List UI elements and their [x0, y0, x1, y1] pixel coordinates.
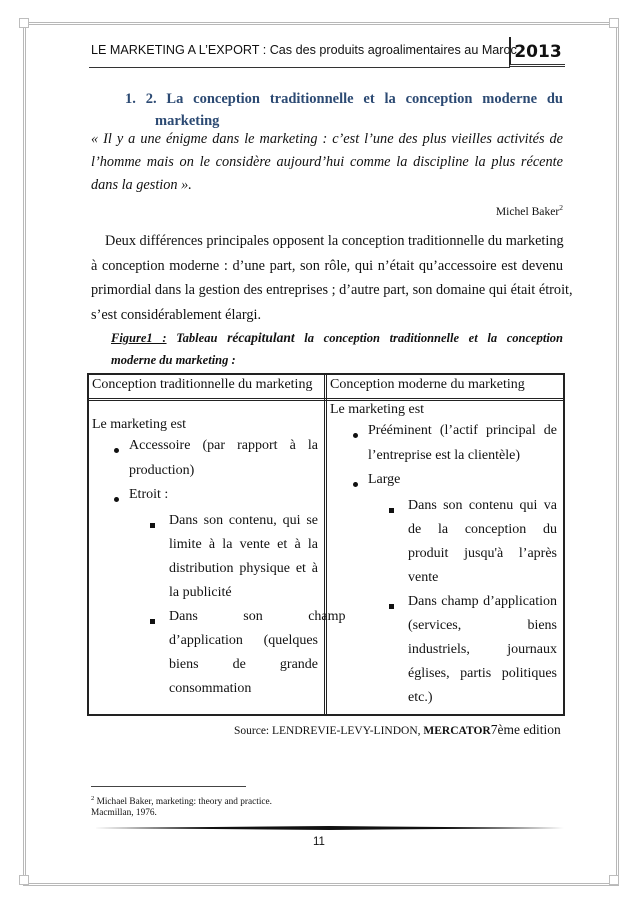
- footnote-text: Michael Baker, marketing: theory and practice.: [96, 797, 272, 808]
- figure-caption-continued: moderne du marketing :: [111, 353, 236, 367]
- sub-bullet-text: produit jusqu'à l’après: [408, 546, 557, 561]
- border-corner: [609, 18, 619, 28]
- sub-bullet-text: industriels, journaux: [408, 642, 557, 657]
- square-bullet-icon: [150, 619, 155, 624]
- paragraph-line: s’est considérablement élargi.: [91, 307, 262, 323]
- sub-bullet-text: consommation: [169, 681, 252, 696]
- sub-bullet-text: de la conception du: [408, 522, 557, 537]
- sub-bullet-text: Dans champ d’application: [408, 594, 557, 609]
- source-edition: 7ème edition: [490, 722, 561, 737]
- paragraph-line: Deux différences principales opposent la conception traditionnelle du marketing: [105, 233, 564, 249]
- sub-bullet-text: limite à la vente et à la: [169, 537, 318, 552]
- footnote-number: 2: [91, 795, 95, 802]
- bullet-icon: [114, 448, 119, 453]
- bullet-text: Prééminent (l’actif principal de: [368, 423, 557, 438]
- border-corner: [19, 18, 29, 28]
- footer-divider: [94, 826, 564, 830]
- table-column-divider: [324, 375, 327, 714]
- cell-intro: Le marketing est: [330, 402, 425, 417]
- source-book: MERCATOR: [423, 725, 491, 737]
- quote-line: « Il y a une énigme dans le marketing : c’est l’une des plus vieilles activités de: [91, 131, 563, 147]
- header-title: LE MARKETING A L’EXPORT : Cas des produits agroalimentaires au Maroc: [91, 43, 517, 57]
- sub-bullet-text: distribution physique et à: [169, 561, 318, 576]
- bullet-text: Large: [368, 472, 401, 487]
- bullet-icon: [353, 433, 358, 438]
- page-number: 11: [313, 836, 325, 848]
- table-header-divider: [89, 398, 563, 401]
- comparison-table: [87, 373, 565, 716]
- footnote-divider: [91, 786, 246, 787]
- table-source: [234, 722, 561, 738]
- paragraph-line: à conception moderne : d’une part, son rôle, qui n’était qu’accessoire est devenu: [91, 258, 563, 274]
- sub-bullet-text: vente: [408, 570, 439, 585]
- footnote: [91, 795, 272, 807]
- border-corner: [609, 875, 619, 885]
- figure-caption: [111, 328, 563, 348]
- figure-word: Tableau: [176, 331, 218, 345]
- footnote-continued: Macmillan, 1976.: [91, 808, 157, 818]
- sub-bullet-text: églises, partis politiques: [408, 666, 557, 681]
- sub-bullet-text: etc.): [408, 690, 433, 705]
- sub-bullet-text: Dans son contenu qui va: [408, 498, 557, 513]
- quote-line: l’homme mais on le considère aujourd’hui comme la discipline la plus récente: [91, 154, 563, 170]
- author-name: Michel Baker: [495, 204, 560, 218]
- quote-author: [496, 203, 563, 218]
- sub-bullet-text: Dans son champ: [169, 609, 346, 624]
- footnote-ref: 2: [559, 203, 563, 212]
- quote-line: [91, 175, 563, 196]
- sub-bullet-text: d’application (quelques: [169, 633, 318, 648]
- border-corner: [19, 875, 29, 885]
- bullet-text: Etroit :: [129, 487, 169, 502]
- bullet-text: l’entreprise est la clientèle): [368, 448, 520, 463]
- bullet-text: Accessoire (par rapport à la: [129, 438, 318, 453]
- quote-text: dans la gestion ».: [91, 177, 192, 193]
- figure-label: Figure1 :: [111, 331, 167, 345]
- table-header-traditional: Conception traditionnelle du marketing: [92, 377, 313, 392]
- sub-bullet-text: Dans son contenu, qui se: [169, 513, 318, 528]
- sub-bullet-text: biens de grande: [169, 657, 318, 672]
- header-year: 2013: [509, 37, 565, 67]
- cell-intro: Le marketing est: [92, 417, 187, 432]
- bullet-text: production): [129, 463, 195, 478]
- section-title: 1. 2. La conception traditionnelle et la conception moderne du: [125, 91, 563, 107]
- bullet-icon: [353, 482, 358, 487]
- header-divider: [89, 67, 510, 68]
- paragraph-line: primordial dans la gestion des entreprises ; d’autre part, son domaine qui était étroit,: [91, 282, 573, 298]
- square-bullet-icon: [389, 508, 394, 513]
- sub-bullet-text: (services, biens: [408, 618, 557, 633]
- figure-word: récapitulant: [227, 330, 295, 345]
- square-bullet-icon: [150, 523, 155, 528]
- source-prefix: Source: LENDREVIE-LEVY-LINDON,: [234, 725, 421, 737]
- section-title-continued: marketing: [155, 113, 220, 129]
- sub-bullet-text: la publicité: [169, 585, 232, 600]
- table-header-modern: Conception moderne du marketing: [330, 377, 525, 392]
- square-bullet-icon: [389, 604, 394, 609]
- bullet-icon: [114, 497, 119, 502]
- figure-text: la conception traditionnelle et la conception: [304, 331, 564, 345]
